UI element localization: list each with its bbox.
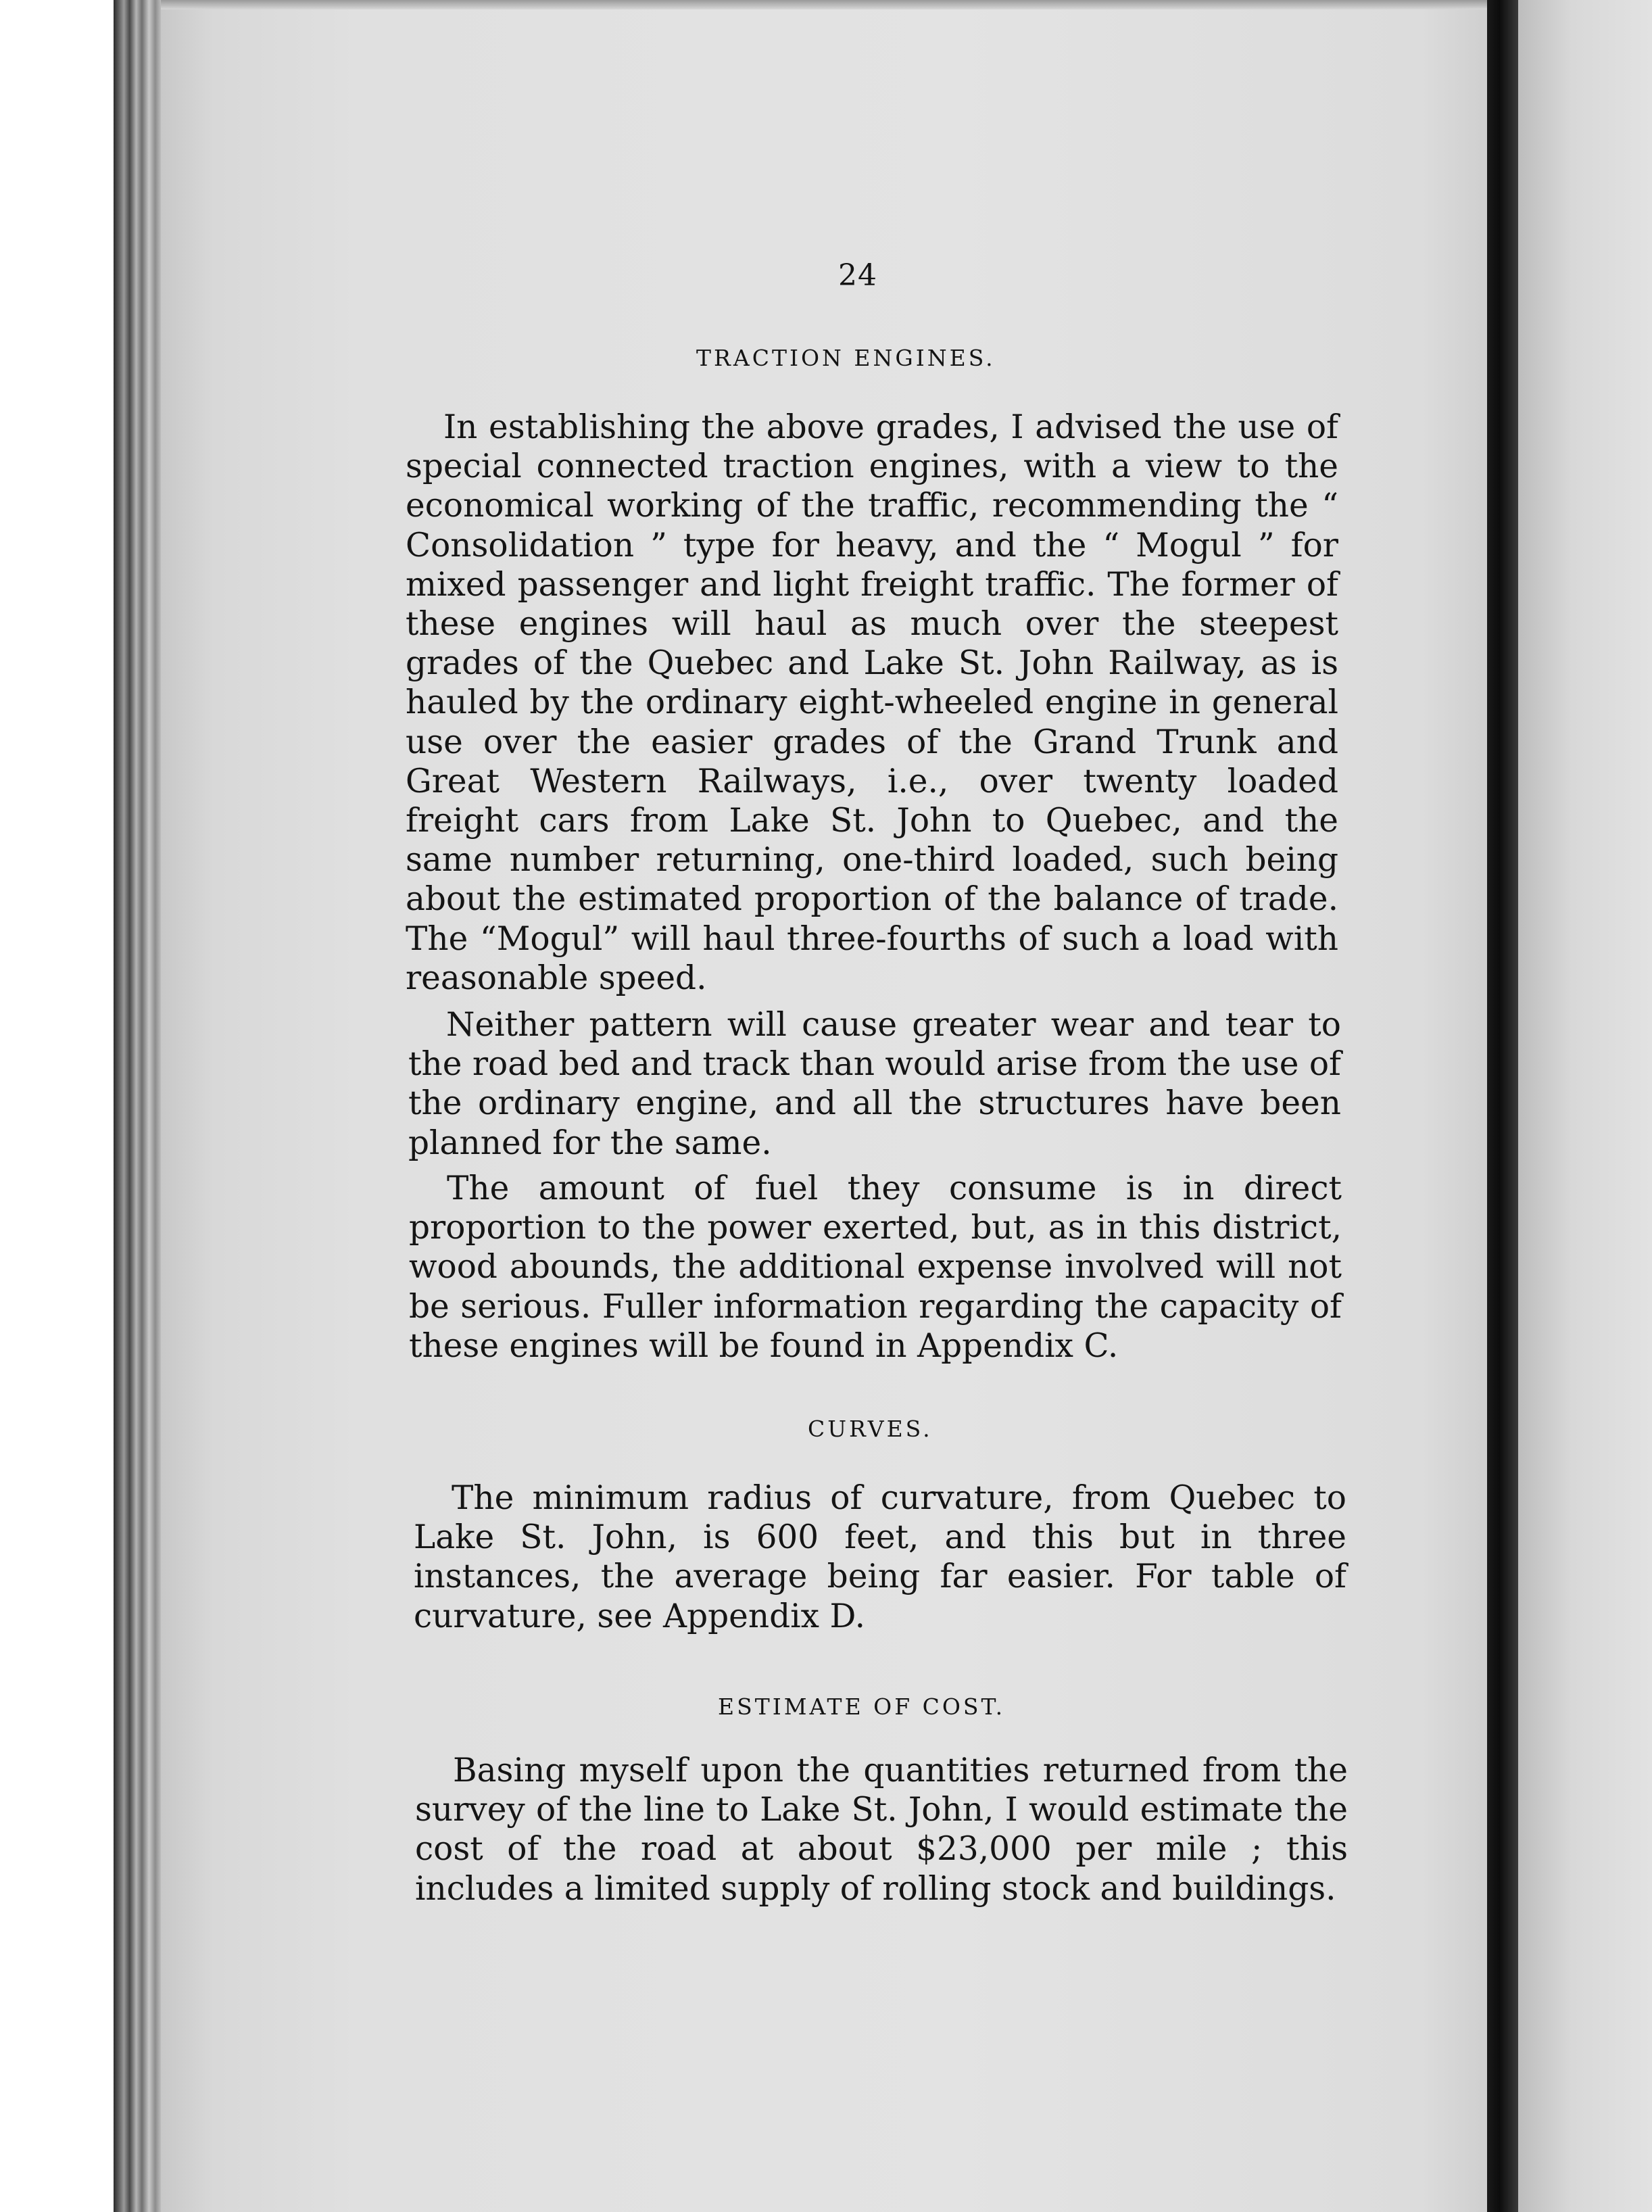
scan-margin-left bbox=[0, 0, 115, 2212]
paragraph-curves: The minimum radius of curvature, from Quebec to Lake St. John, is 600 feet, and this but in three instances, the average being far easier. For table of curvature, see Appendix D. bbox=[414, 1479, 1346, 1635]
adjacent-page-edge bbox=[1518, 0, 1652, 2212]
section-heading-traction-engines: TRACTION ENGINES. bbox=[696, 345, 996, 371]
paragraph-traction-2: Neither pattern will cause greater wear and tear to the road bed and track than would arise from the use of the ordinary engine, and all the structures have been planned for the same. bbox=[408, 1006, 1341, 1162]
page-top-edge bbox=[161, 0, 1487, 9]
book-gutter bbox=[1487, 0, 1518, 2212]
paragraph-estimate: Basing myself upon the quantities returned from the survey of the line to Lake St. John, I would estimate the cost of the road at about $23,000 per mile ; this includes a limited supply of rolling stock and buildings. bbox=[415, 1752, 1348, 1908]
page-number: 24 bbox=[838, 258, 877, 293]
book-spine-edge bbox=[114, 0, 161, 2212]
paragraph-traction-1: In establishing the above grades, I advised the use of special connected traction engines, with a view to the economical working of the traffic, recommending the “ Consolidation ” type for heavy, and the “ Mogul ” for mixed passenger and light freight traffic. The former of these engines will haul as much over the steepest grades of the Quebec and Lake St. John Railway, as is hauled by the ordinary eight-wheeled engine in general use over the easier grades of the Grand Trunk and Great Western Railways, i.e., over twenty loaded freight cars from Lake St. John to Quebec, and the same number returning, one-third loaded, such being about the estimated proportion of the balance of trade. The “Mogul” will haul three-fourths of such a load with reasonable speed. bbox=[406, 408, 1338, 997]
section-heading-estimate-of-cost: ESTIMATE OF COST. bbox=[718, 1693, 1006, 1720]
section-heading-curves: CURVES. bbox=[808, 1416, 933, 1442]
paragraph-traction-3: The amount of fuel they consume is in direct proportion to the power exerted, but, as in this district, wood abounds, the additional expense involved will not be serious. Fuller information regarding the capacity of these engines will be found in Appendix C. bbox=[409, 1170, 1342, 1365]
